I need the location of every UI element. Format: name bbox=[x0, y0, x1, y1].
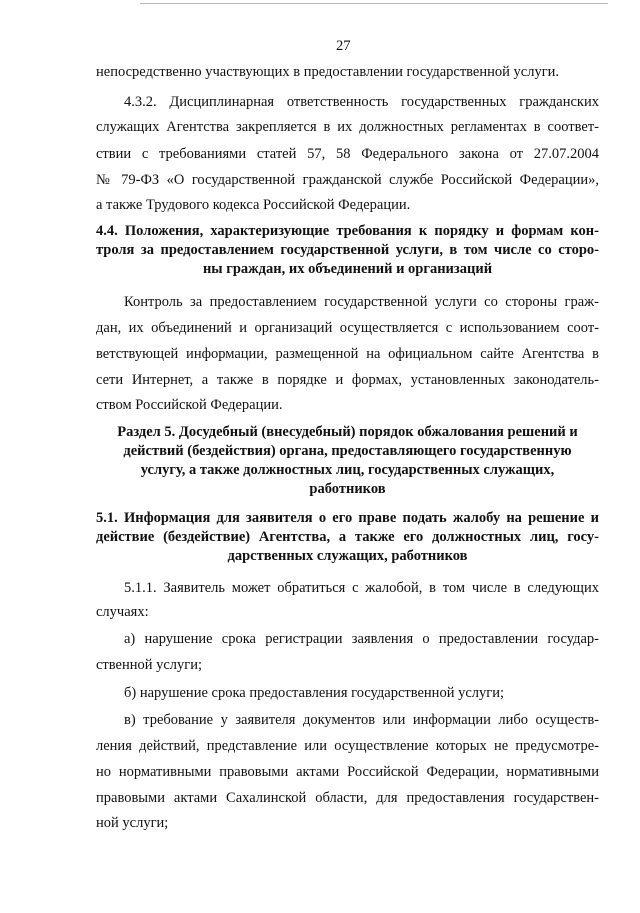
chapter-heading-line: Раздел 5. Досудебный (внесудебный) порядок обжалования решений и bbox=[117, 424, 578, 440]
text-line: ствии с требованиями статей 57, 58 Федерального закона от 27.07.2004 bbox=[96, 146, 599, 162]
scan-top-rule bbox=[140, 3, 608, 4]
text-line: дан, их объединений и организаций осуществляется с использованием соот- bbox=[96, 320, 599, 336]
section-heading-line: действие (бездействие) Агентства, а также его должностных лиц, госу- bbox=[96, 529, 599, 545]
section-heading-line: 4.4. Положения, характеризующие требования к порядку и формам кон- bbox=[96, 223, 599, 239]
page-number: 27 bbox=[336, 38, 351, 54]
text-line: ственной услуги; bbox=[96, 657, 203, 673]
text-line: ветствующей информации, размещенной на официальном сайте Агентства в bbox=[96, 346, 599, 362]
text-line: Контроль за предоставлением государственной услуги со стороны граж- bbox=[124, 294, 599, 310]
chapter-heading-line: действий (бездействия) органа, предоставляющего государственную bbox=[123, 443, 572, 459]
chapter-heading-line: работников bbox=[309, 481, 386, 497]
section-heading-line: дарственных служащих, работников bbox=[227, 548, 468, 564]
section-heading-line: ны граждан, их объединений и организаций bbox=[202, 261, 493, 277]
text-line: а) нарушение срока регистрации заявления о предоставлении государ- bbox=[124, 631, 599, 647]
text-line: правовыми актами Сахалинской области, для предоставления государствен- bbox=[96, 790, 599, 806]
text-line: 4.3.2. Дисциплинарная ответственность государственных гражданских bbox=[124, 94, 599, 110]
text-line: 5.1.1. Заявитель может обратиться с жалобой, в том числе в следующих bbox=[124, 580, 599, 596]
text-line: но нормативными правовыми актами Российской Федерации, нормативными bbox=[96, 764, 599, 780]
text-line: случаях: bbox=[96, 604, 149, 620]
text-line: б) нарушение срока предоставления государственной услуги; bbox=[124, 685, 504, 701]
chapter-heading-line: услугу, а также должностных лиц, государственных служащих, bbox=[140, 462, 555, 478]
text-line: ством Российской Федерации. bbox=[96, 397, 283, 413]
text-line: в) требование у заявителя документов или информации либо осуществ- bbox=[124, 712, 599, 728]
text-line: сети Интернет, а также в порядке и формах, установленных законодатель- bbox=[96, 372, 599, 388]
text-line: служащих Агентства закрепляется в их должностных регламентах в соответ- bbox=[96, 119, 599, 135]
text-line: непосредственно участвующих в предоставлении государственной услуги. bbox=[96, 64, 560, 80]
text-line: № 79-ФЗ «О государственной гражданской службе Российской Федерации», bbox=[96, 172, 599, 188]
section-heading-line: троля за предоставлением государственной услуги, в том числе со сторо- bbox=[96, 242, 599, 258]
section-heading-line: 5.1. Информация для заявителя о его праве подать жалобу на решение и bbox=[96, 510, 599, 526]
text-line: а также Трудового кодекса Российской Федерации. bbox=[96, 197, 411, 213]
text-line: ления действий, представление или осуществление которых не предусмотре- bbox=[96, 738, 599, 754]
text-line: ной услуги; bbox=[96, 815, 169, 831]
